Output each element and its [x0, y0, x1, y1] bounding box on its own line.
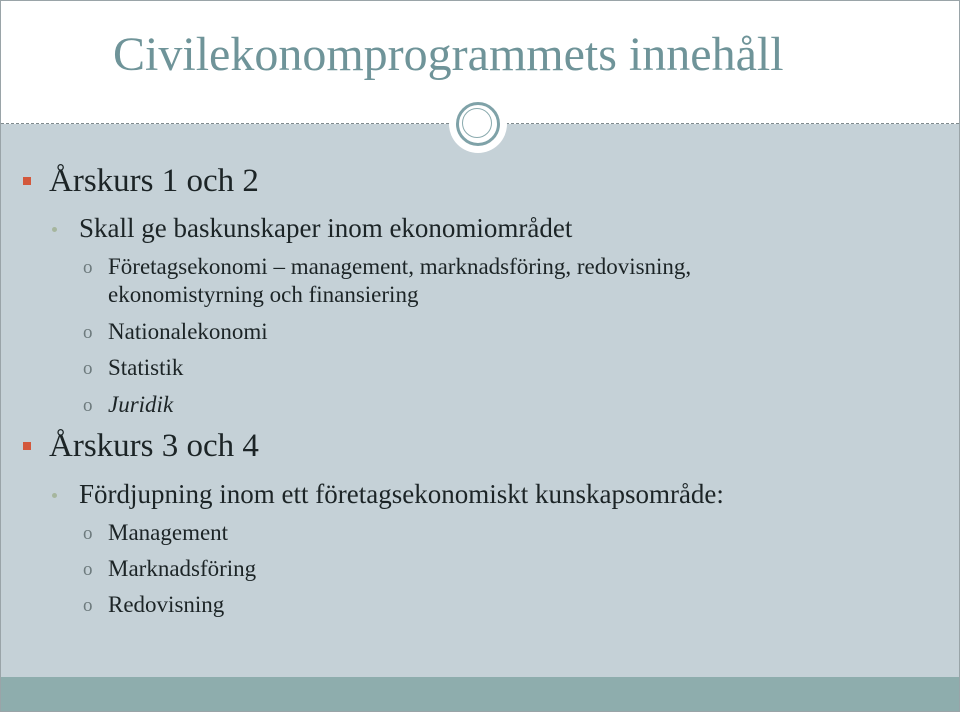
- list-item-continuation: ekonomistyrning och finansiering: [108, 282, 419, 307]
- section-intro-year-3-4: Fördjupning inom ett företagsekonomiskt kunskapsområde:: [79, 479, 724, 509]
- sub-bullet-icon: o: [83, 523, 93, 544]
- sub-bullet-icon: o: [83, 559, 93, 580]
- list-item: Management: [108, 520, 229, 545]
- slide-content: [1, 1, 959, 677]
- sub-bullet-icon: o: [83, 358, 93, 379]
- list-item: Nationalekonomi: [108, 319, 268, 344]
- list-item: Redovisning: [108, 592, 225, 617]
- list-item: Juridik: [108, 392, 174, 417]
- footer-band: [1, 677, 959, 711]
- list-item: Marknadsföring: [108, 556, 257, 581]
- sub-bullet-icon: o: [83, 257, 93, 278]
- sub-bullet-icon: o: [83, 395, 93, 416]
- sub-bullet-icon: o: [83, 595, 93, 616]
- list-item: Företagsekonomi – management, marknadsföring, redovisning,: [108, 254, 692, 279]
- section-heading-year-1-2: Årskurs 1 och 2: [49, 163, 259, 199]
- list-item: Statistik: [108, 355, 184, 380]
- section-intro-year-1-2: Skall ge baskunskaper inom ekonomiområdet: [79, 213, 573, 243]
- square-bullet-icon: [23, 177, 31, 185]
- dot-bullet-icon: [52, 493, 57, 498]
- sub-bullet-icon: o: [83, 322, 93, 343]
- section-heading-year-3-4: Årskurs 3 och 4: [49, 428, 259, 464]
- slide-title: Civilekonomprogrammets innehåll: [113, 28, 784, 81]
- dot-bullet-icon: [52, 227, 57, 232]
- square-bullet-icon: [23, 442, 31, 450]
